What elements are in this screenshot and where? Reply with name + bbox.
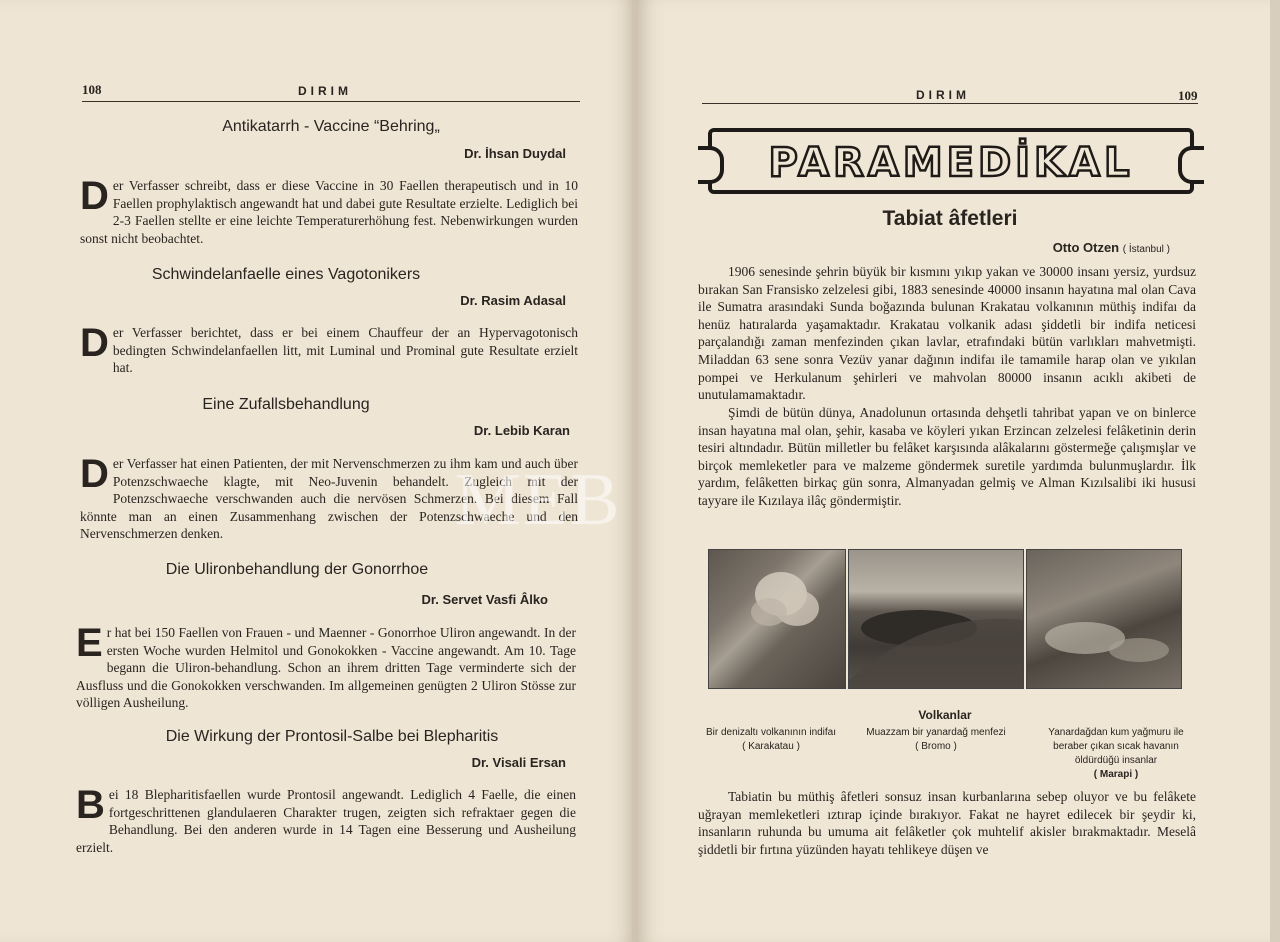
drop-cap: E <box>76 621 103 665</box>
article-text: er Verfasser schreibt, dass er diese Vaccine in 30 Faellen therapeutisch und in 10 Faellen prophylaktisch angewandt hat und dabei gute Resultate erzielte. Lediglich bei 2-3 Faellen stellte er eine leichte Temperaturerhöhung fest. Nebenwirkungen wurden sonst nicht beobachtet. <box>80 178 578 246</box>
eruption-plume-icon <box>709 550 845 688</box>
article-text: r hat bei 150 Faellen von Frauen - und Maenner - Gonorrhoe Uliron angewandt. In der ersten Woche wurden Helmitol und Gonokokken - Vaccine angewandt. Am 10. Tage begann die Uliron-behandlung. Schon an ihrem dritten Tage verminderte sich der Ausfluss und die Gonokokken verschwanden. Im allgemeinen genügten 2 Uliron Stösse zur völligen Ausheilung. <box>76 625 576 711</box>
article-author: Dr. İhsan Duydal <box>464 146 566 161</box>
running-head-right: DIRIM <box>916 88 970 102</box>
article-author: Dr. Rasim Adasal <box>460 293 566 308</box>
victims-icon <box>1027 550 1181 688</box>
header-rule-left <box>82 101 580 102</box>
article-body <box>80 321 578 377</box>
header-rule-right <box>702 103 1198 104</box>
section-banner-text: PARAMEDİKAL <box>768 140 1134 186</box>
article-author: Dr. Lebib Karan <box>473 423 570 438</box>
photo-volcano-crater <box>848 549 1024 689</box>
article-author: Dr. Servet Vasfi Âlko <box>421 592 548 607</box>
author-location: ( İstanbul ) <box>1122 244 1170 255</box>
article-title-right: Tabiat âfetleri <box>882 207 1018 230</box>
photo-caption <box>1034 726 1198 782</box>
article-title: Die Ulironbehandlung der Gonorrhoe <box>165 561 429 578</box>
running-head-left: DIRIM <box>298 84 352 98</box>
author-name: Otto Otzen <box>1052 240 1120 255</box>
photo-victims <box>1026 549 1182 689</box>
page-edge <box>1270 0 1280 942</box>
article-paragraph: 1906 senesinde şehrin büyük bir kısmını yıkıp yakan ve 30000 insanı yersiz, yurdsuz bırakan San Fransisko zelzelesi gibi, 1883 senesinde 40000 insanın hayatına mal olan Cava ile Sumatra arasındaki Sunda boğazında bulunan Krakatau volkanının müthiş indifaı da henüz hatıralarda yaşamaktadır. Krakatau volkanik adası şiddetli bir indifa neticesi parçalandığı zaman menfezinden çıkan lavlar, etrafındaki bütün varlıkları mahvetmişti. Miladdan 63 sene sonra Vezüv yanar dağının indifaı ile tamamile harap olan ve yıkılan pompei ve Herkulanum şehirleri ve mahvolan 80000 insanın acıklı akibeti de unutulamamaktadır. <box>698 264 1196 403</box>
article-title: Eine Zufallsbehandlung <box>202 396 370 413</box>
photo-caption-place: ( Marapi ) <box>1093 769 1139 780</box>
article-text: ei 18 Blepharitisfaellen wurde Prontosil angewandt. Lediglich 4 Faelle, die einen fortgeschrittenen glandulaeren Charakter trugen, zeigten sich refraktaer gegen die Behandlung. Bei den anderen wurde in 14 Tagen eine Besserung und Ausheilung erzielt. <box>76 787 576 855</box>
article-title: Schwindelanfaelle eines Vagotonikers <box>151 266 421 283</box>
page-number-right: 109 <box>1178 88 1198 103</box>
page-number-left: 108 <box>82 82 102 97</box>
article-title: Antikatarrh - Vaccine “Behring„ <box>222 118 440 135</box>
figure-title: Volkanlar <box>918 708 972 722</box>
watermark: MEB <box>455 459 622 541</box>
article-body <box>76 621 576 712</box>
article-author: Dr. Visali Ersan <box>471 755 566 770</box>
article-body <box>80 174 578 247</box>
article-author-right <box>900 240 1170 255</box>
article-text: er Verfasser berichtet, dass er bei einem Chauffeur der an Hypervagotonisch bedingten Schwindelanfaellen litt, mit Luminal und Prominal gute Resultate erzielt hat. <box>112 325 578 376</box>
section-banner <box>708 128 1194 194</box>
article-paragraph: Şimdi de bütün dünya, Anadolunun ortasında dehşetli tahribat yapan ve on binlerce insan hayatına mal olan, şehir, kasaba ve köyleri yıkan Erzincan zelzelesi felâketinin derin tesiri altındadır. Bütün milletler bu felâket karşısında alâkalarını göstermeğe çalışmışlar ve birçok memleketler para ve malzeme göndermek suretile yardımda bulunmuşlardır. İlk yardım, felâketten birkaç gün sonra, Almanyadan gelmiş ve Alman Kızılsalibi iki hususi tayyare ile Kızılaya ilâç göndermiştir. <box>698 405 1196 508</box>
article-body <box>76 783 576 856</box>
crater-icon <box>849 550 1023 688</box>
article-paragraph: Tabiatin bu müthiş âfetleri sonsuz insan kurbanlarına sebep oluyor ve bu felâkete uğrayan memleketleri ıztırap içinde bırakıyor. Fakat ne hayret edilecek bir şeydir ki, insanların ruhunda bu umuma ait felâketler çok muhtelif akisler bırakmaktadır. Meselâ şiddetli bir fırtına yüzünden hayatı tehlikeye düşen ve <box>698 789 1196 857</box>
drop-cap: D <box>80 321 109 365</box>
photo-caption: Bir denizaltı volkanının indifaı ( Karakatau ) <box>705 727 837 752</box>
photo-submarine-volcano <box>708 549 846 689</box>
article-text: er Verfasser hat einen Patienten, der mit Nervenschmerzen zu ihm kam und auch über Potenzschwaeche klagte, mit Neo-Juvenin behandelt. Zugleich mit der Potenzschwaeche verschwanden auch die nervösen Schmerzen. Bei diesem Fall könnte man an einen Zusammenhang zwischen der Potenzschwaeche und den Nervenschmerzen denken. <box>80 456 578 542</box>
drop-cap: D <box>80 174 109 218</box>
photo-caption: Muazzam bir yanardağ menfezi ( Bromo ) <box>866 727 1006 752</box>
drop-cap: D <box>80 452 109 496</box>
article-title: Die Wirkung der Prontosil-Salbe bei Blepharitis <box>165 728 499 745</box>
drop-cap: B <box>76 783 105 827</box>
photo-caption-text: Yanardağdan kum yağmuru ile beraber çıkan sıcak havanın öldürdüğü insanlar <box>1048 727 1184 766</box>
